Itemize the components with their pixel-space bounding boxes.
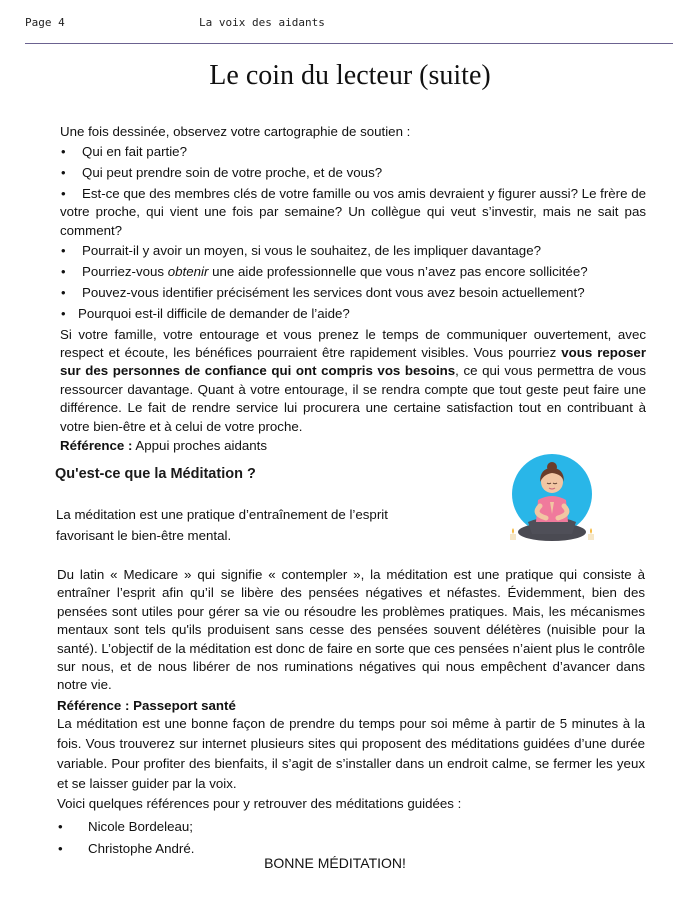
list-item: • Nicole Bordeleau; — [58, 816, 194, 838]
meditating-woman-icon — [506, 452, 598, 546]
list-item: • Christophe André. — [58, 838, 194, 860]
list-item: • Est-ce que des membres clés de votre famille ou vos amis devraient y figurer aussi? Le frère de votre proche, qui vient une fois par semaine? Un collègue qui veut s’investir, mais ne sait pas comment? — [60, 185, 646, 238]
list-item: • Qui en fait partie? — [60, 143, 646, 161]
header-rule — [25, 43, 673, 44]
reference-line: Référence : Appui proches aidants — [60, 438, 267, 453]
family-paragraph: Si votre famille, votre entourage et vous prenez le temps de communiquer ouvertement, avec respect et écoute, les bénéfices pourraient être rapidement visibles. Vous pourriez vous reposer sur des personnes de confiance qui ont compris vos besoins, ce qui vous permettra de vous ressourcer davantage. Quant à votre entourage, il se rendra compte que tout geste peut faire une différence. Le fait de rendre service lui procurera une certaine satisfaction tout en contribuant à votre bien-être et à celui de votre proche. — [60, 326, 647, 434]
references-list — [58, 816, 194, 860]
support-map-section — [60, 123, 646, 455]
page-title: Le coin du lecteur (suite) — [209, 60, 491, 91]
section-heading: Qu'est-ce que la Méditation ? — [55, 466, 256, 482]
running-header — [25, 14, 675, 32]
meditation-practice: La méditation est une bonne façon de prendre du temps pour soi même à partir de 5 minutes à la fois. Vous trouverez sur internet plusieurs sites qui proposent des méditations guidées d’une durée variable. Pour profiter des bienfaits, il s’agit de s’installer dans un endroit calme, se fermer les yeux et se laisser guider par la voix. Voici quelques références pour y retrouver des méditations guidées : — [57, 714, 645, 814]
newsletter-name: La voix des aidants — [199, 16, 325, 29]
list-item: • Pourrait-il y avoir un moyen, si vous le souhaitez, de les impliquer davantage? — [60, 242, 646, 260]
meditation-intro: La méditation est une pratique d’entraînement de l’esprit favorisant le bien-être mental. — [56, 507, 388, 543]
list-item: • Pouvez-vous identifier précisément les services dont vous avez besoin actuellement? — [60, 284, 646, 302]
list-item: • Qui peut prendre soin de votre proche, et de vous? — [60, 164, 646, 182]
page-number: Page 4 — [25, 16, 65, 29]
closing-line: BONNE MÉDITATION! — [264, 855, 406, 871]
list-item: • Pourriez-vous obtenir une aide professionnelle que vous n’avez pas encore sollicitée? — [60, 263, 646, 281]
meditation-body: Du latin « Medicare » qui signifie « contempler », la méditation est une pratique qui consiste à entraîner l’esprit afin qu’il se libère des pensées négatives et néfastes. Évidemment, bien des pensées sont utiles pour gérer sa vie ou résoudre les problèmes pratiques. Mais, les mécanismes mentaux sont tels qu'ils produisent sans cesse des pensées souvent délétères (nuisible pour la santé). L’objectif de la méditation est donc de faire en sorte que ces pensées n’aient plus le contrôle sur nous, et de nous libérer de nos ruminations négatives qui nous empêchent d’avancer dans notre vie. Référence : Passeport santé — [57, 566, 645, 715]
map-intro: Une fois dessinée, observez votre cartographie de soutien : — [60, 124, 411, 139]
references-intro: Voici quelques références pour y retrouver des méditations guidées : — [57, 796, 462, 811]
reference-line: Référence : Passeport santé — [57, 697, 236, 713]
list-item: • Pourquoi est-il difficile de demander de l’aide? — [60, 305, 646, 323]
